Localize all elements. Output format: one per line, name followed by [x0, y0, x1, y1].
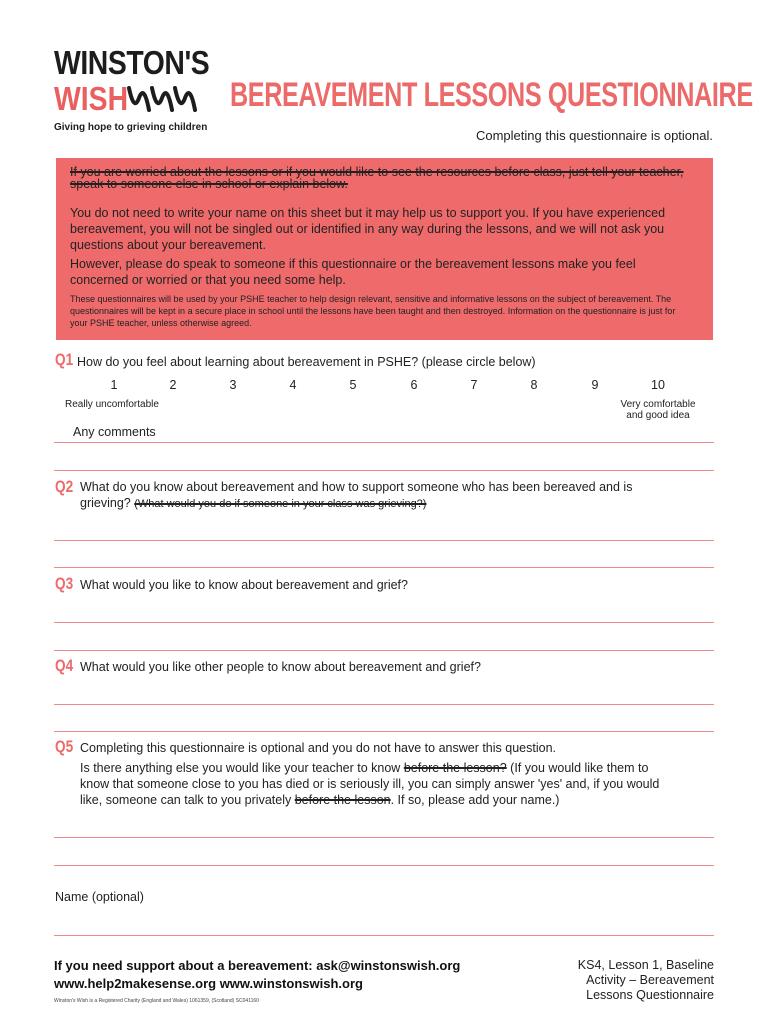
scale-option-8[interactable]: 8 — [530, 378, 538, 392]
q5-struck-before-the-lesson: before the lesson — [294, 793, 391, 807]
q2-text-line2 — [80, 495, 426, 512]
q3-answer-line-2[interactable] — [54, 650, 714, 651]
q2-number: Q2 — [55, 477, 74, 496]
scale-high-label-2: and good idea — [626, 410, 690, 421]
q5-line-3: know that someone close to you has died or is seriously ill, you can simply answer 'yes' and, if you would — [80, 777, 660, 791]
scale-option-9[interactable]: 9 — [591, 378, 599, 392]
optional-note: Completing this questionnaire is optional. — [475, 128, 713, 143]
q1-comments-label: Any comments — [73, 425, 156, 439]
q2-answer-line-2[interactable] — [54, 567, 714, 568]
footer-charity-note: Winston's Wish is a Registered Charity (England and Wales) 1061359, (Scotland) SC041160 — [54, 998, 259, 1004]
q5-line-2-end: (If you would like them to — [510, 761, 649, 775]
q5-answer-line-1[interactable] — [54, 837, 714, 838]
banner-struck-text — [70, 166, 690, 190]
scale-option-10[interactable]: 10 — [651, 378, 665, 392]
q5-number: Q5 — [55, 737, 74, 756]
q5-line-1: Completing this questionnaire is optional and you do not have to answer this question. — [80, 741, 556, 755]
banner-struck-sentence: If you are worried about the lessons or if you would like to see the resources before class, just tell your teacher, speak to someone else in school or explain below. — [70, 165, 684, 191]
scale-option-3[interactable]: 3 — [229, 378, 237, 392]
footer-lesson-line-1: KS4, Lesson 1, Baseline — [577, 958, 714, 972]
q3-answer-line-1[interactable] — [54, 622, 714, 623]
banner-paragraph-2: However, please do speak to someone if this questionnaire or the bereavement lessons make you feel concerned or worried or that you need some help. — [70, 257, 636, 287]
q1-number: Q1 — [55, 350, 74, 369]
q1-text: How do you feel about learning about bereavement in PSHE? (please circle below) — [77, 355, 536, 369]
footer-lesson-info — [578, 958, 714, 1003]
logo-tagline: Giving hope to grieving children — [54, 122, 208, 133]
logo-wordmark-line2: WISH — [54, 80, 129, 117]
q4-answer-line-1[interactable] — [54, 704, 714, 705]
footer-support-line: If you need support about a bereavement: ask@winstonswish.org — [54, 958, 461, 973]
banner-paragraph-1: You do not need to write your name on this sheet but it may help us to support you. If you have experienced bereavement, you will not be singled out or identified in any way during the lessons, and we will not ask you questions about your bereavement. — [70, 206, 666, 252]
q5-line-4 — [80, 792, 559, 808]
info-banner — [56, 158, 713, 340]
scale-option-6[interactable]: 6 — [410, 378, 418, 392]
q5-line-2 — [80, 760, 648, 776]
q5-line-2-start: Is there anything else you would like your teacher to know — [80, 761, 401, 775]
q4-number: Q4 — [55, 656, 74, 675]
footer-lesson-line-2: Activity – Bereavement — [586, 973, 714, 987]
q2-text: What do you know about bereavement and how to support someone who has been bereaved and is — [80, 480, 633, 494]
name-answer-line[interactable] — [54, 935, 714, 936]
name-label: Name (optional) — [55, 890, 144, 904]
q3-number: Q3 — [55, 574, 74, 593]
footer-lesson-line-3: Lessons Questionnaire — [586, 988, 714, 1002]
q4-answer-line-2[interactable] — [54, 731, 714, 732]
logo-waves-icon — [126, 84, 202, 114]
footer-websites: www.help2makesense.org www.winstonswish.org — [54, 976, 363, 991]
logo-wordmark-line1: WINSTON'S — [54, 44, 210, 81]
q2-struck-text: (What would you do if someone in your class was grieving?) — [134, 498, 427, 510]
q5-line-4-start: like, someone can talk to you privately — [80, 793, 292, 807]
q2-answer-line-1[interactable] — [54, 540, 714, 541]
q5-answer-line-2[interactable] — [54, 865, 714, 866]
scale-option-7[interactable]: 7 — [470, 378, 478, 392]
scale-option-5[interactable]: 5 — [349, 378, 357, 392]
scale-option-4[interactable]: 4 — [289, 378, 297, 392]
q3-text: What would you like to know about bereavement and grief? — [80, 578, 408, 592]
scale-high-label-1: Very comfortable — [620, 399, 696, 410]
q5-line-4-end: . If so, please add your name.) — [390, 793, 560, 807]
scale-option-1[interactable]: 1 — [110, 378, 118, 392]
q4-text: What would you like other people to know about bereavement and grief? — [80, 660, 481, 674]
q2-text-continuation: grieving? — [80, 496, 131, 510]
page-title: BEREAVEMENT LESSONS QUESTIONNAIRE — [230, 76, 753, 114]
q5-struck-before-lesson: before the lesson? — [403, 761, 507, 775]
scale-low-label: Really uncomfortable — [65, 399, 159, 410]
scale-option-2[interactable]: 2 — [169, 378, 177, 392]
q1-answer-line-1[interactable] — [54, 442, 714, 443]
q1-answer-line-2[interactable] — [54, 470, 714, 471]
banner-paragraph-3: These questionnaires will be used by your PSHE teacher to help design relevant, sensitive and informative lessons on the subject of bereavement. The questionnaires will be kept in a secure place in school until the lessons have been taught and then destroyed. Information on the questionnaire is just for your PSHE teacher, unless otherwise agreed. — [70, 294, 676, 328]
